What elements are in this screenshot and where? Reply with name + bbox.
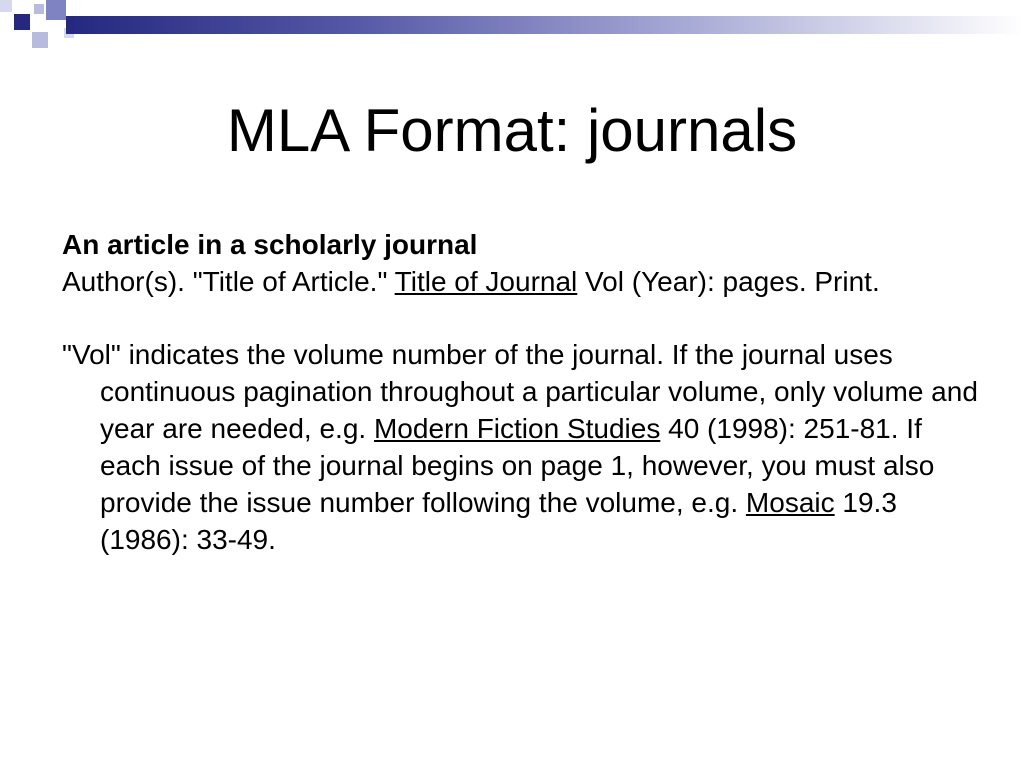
decor-square	[32, 32, 48, 48]
header-gradient-bar	[66, 16, 1024, 34]
section-heading: An article in a scholarly journal	[62, 229, 478, 260]
decor-square	[34, 4, 44, 14]
volume-explanation	[62, 336, 982, 558]
decor-square	[46, 0, 66, 20]
slide-title: MLA Format: journals	[226, 97, 798, 164]
example-journal-modern-fiction-studies: Modern Fiction Studies	[373, 413, 661, 444]
citation-text-1: Author(s). "Title of Article."	[62, 266, 395, 297]
journal-title-placeholder: Title of Journal	[394, 266, 578, 297]
slide-body	[62, 226, 982, 558]
explanation-text-1: "Vol" indicates the volume number of the journal. If the journal uses continuous pagination throughout a particular volume, only volume and year are needed, e.g.	[62, 339, 978, 444]
example-journal-mosaic: Mosaic	[745, 487, 835, 518]
decor-square	[0, 0, 12, 12]
decor-square	[14, 14, 30, 30]
explanation-text-2: 40 (1998): 251-81. If each issue of the journal begins on page 1, however, you must also provide the issue number following the volume, e.g.	[100, 413, 935, 518]
citation-format	[62, 263, 982, 300]
explanation-text-3: 19.3 (1986): 33-49.	[100, 487, 897, 555]
citation-text-2: Vol (Year): pages. Print.	[577, 266, 880, 297]
